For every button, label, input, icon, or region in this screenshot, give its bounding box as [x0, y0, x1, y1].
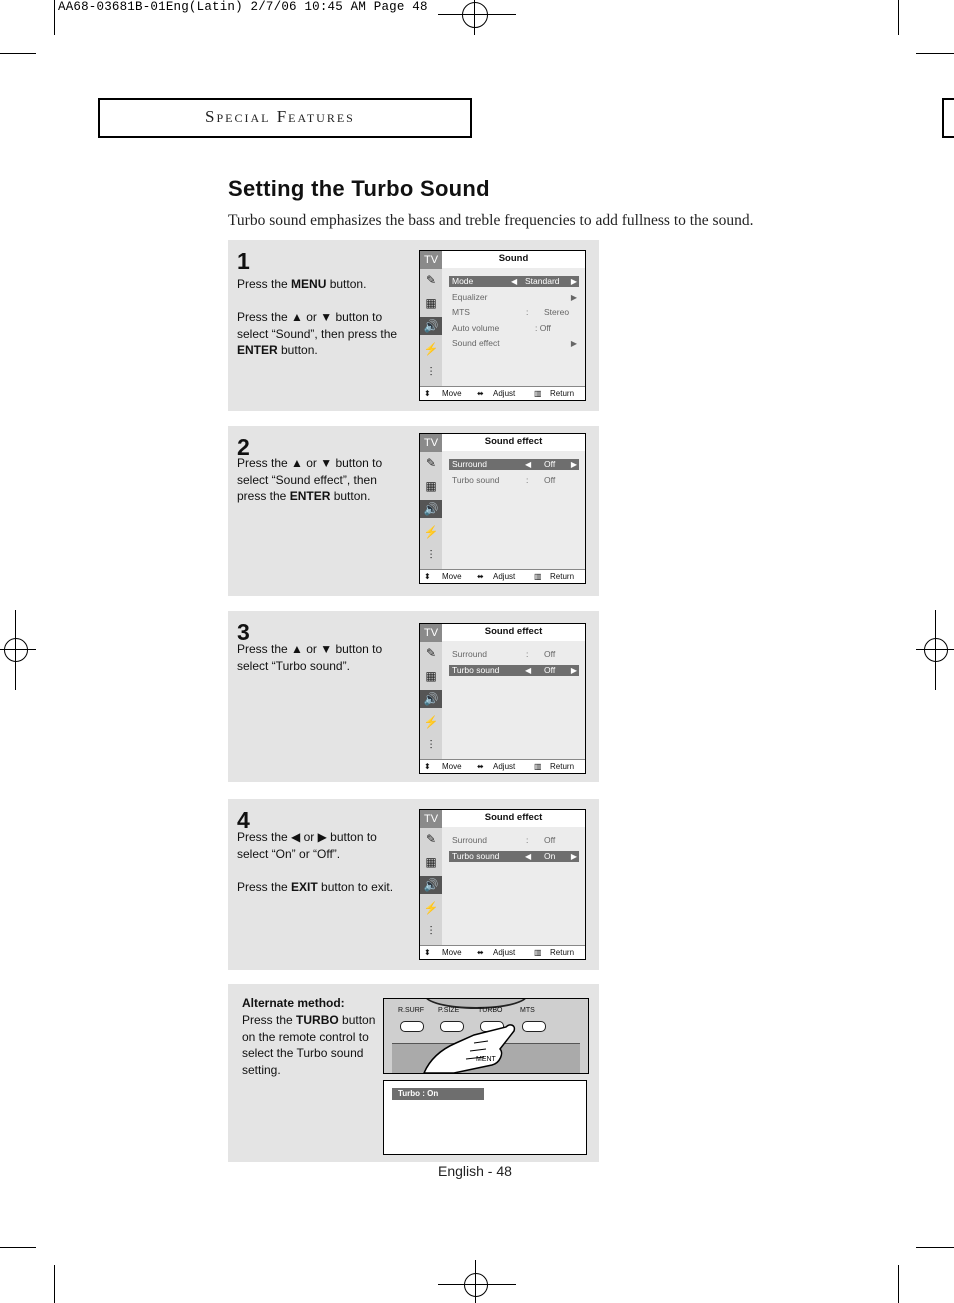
page-number: English - 48	[438, 1163, 512, 1179]
tv-osd-menu	[419, 250, 586, 401]
instruction-text: Press the	[237, 277, 292, 291]
osd-row-label: Turbo sound	[452, 664, 500, 675]
tv-label: TV	[420, 624, 442, 642]
osd-menu-content	[442, 827, 585, 946]
osd-row	[449, 338, 579, 349]
osd-sidebar	[420, 624, 442, 760]
move-label: Move	[442, 948, 462, 957]
osd-row-selected	[449, 276, 579, 287]
osd-menu-content	[442, 268, 585, 387]
crop-mark	[916, 649, 954, 650]
left-arrow-icon: ◀	[525, 665, 532, 675]
channel-icon: ▦	[425, 479, 437, 493]
step-number: 1	[237, 248, 250, 274]
alternate-method-panel	[228, 984, 599, 1162]
button-name: EXIT	[291, 879, 318, 894]
remote-partial-label: MENT	[476, 1056, 496, 1063]
instruction-text: button.	[277, 343, 318, 357]
step-instructions	[237, 641, 407, 674]
right-arrow-icon: ▶	[570, 339, 577, 348]
adjust-label: Adjust	[493, 389, 516, 398]
section-title: Special Features	[205, 107, 355, 126]
crop-mark	[474, 0, 475, 35]
left-arrow-icon: ◀	[511, 277, 518, 286]
tv-label: TV	[420, 434, 442, 452]
instruction-text: button	[338, 1013, 376, 1027]
instruction-line	[237, 658, 407, 675]
osd-menu-title: Sound effect	[484, 626, 543, 637]
instruction-text: setting.	[242, 1062, 281, 1077]
step-number: 3	[237, 619, 250, 645]
step-panel-3	[228, 611, 599, 782]
step-number: 4	[237, 807, 250, 833]
adjust-icon: ⬌	[477, 762, 484, 771]
remote-button-mts[interactable]	[522, 1021, 546, 1032]
sound-icon: 🔊	[420, 317, 442, 335]
picture-icon: ✎	[425, 273, 437, 287]
move-label: Move	[442, 389, 462, 398]
osd-footer	[420, 945, 585, 959]
osd-menu-content	[442, 641, 585, 760]
osd-row-value: Off	[544, 474, 556, 485]
crop-mark	[0, 1247, 36, 1248]
hand-pointer-icon	[414, 1013, 524, 1073]
tv-label: TV	[420, 251, 442, 269]
alternate-heading: Alternate method:	[242, 996, 345, 1010]
tv-screen-turbo-status	[383, 1080, 587, 1155]
instruction-text: select “Sound”, then press the	[237, 326, 398, 341]
instruction-text: button.	[326, 277, 367, 291]
instruction-text: button to exit.	[317, 879, 394, 894]
osd-sidebar	[420, 810, 442, 946]
osd-row-selected	[449, 459, 579, 470]
remote-button-label: TURBO	[478, 1007, 503, 1014]
return-label: Return	[550, 389, 575, 398]
osd-row-separator: :	[526, 474, 529, 485]
picture-icon: ✎	[425, 646, 437, 660]
setup-icon: ⚡	[423, 715, 439, 729]
remote-button-label: P.SIZE	[438, 1007, 460, 1014]
left-arrow-icon: ◀	[525, 851, 532, 861]
function-icon: ⫶	[429, 548, 433, 562]
crop-mark	[898, 1265, 899, 1303]
step-panel-1	[228, 240, 599, 411]
adjust-label: Adjust	[493, 948, 516, 957]
osd-row	[449, 475, 579, 486]
osd-row-label: Equalizer	[452, 291, 488, 302]
move-label: Move	[442, 572, 462, 581]
instruction-line	[237, 829, 407, 846]
osd-row-separator: :	[526, 835, 529, 845]
return-icon: ▥	[534, 389, 542, 398]
right-arrow-icon: ▶	[570, 665, 577, 675]
osd-row	[449, 323, 579, 334]
button-name: MENU	[291, 277, 327, 291]
instruction-text: press the	[237, 489, 290, 503]
print-slug: AA68-03681B-01Eng(Latin) 2/7/06 10:45 AM Page 48	[58, 0, 428, 14]
instruction-line	[237, 472, 407, 489]
page-tab	[942, 98, 954, 138]
osd-row-label: MTS	[452, 307, 470, 317]
osd-row	[449, 307, 579, 318]
remote-button-label: MTS	[520, 1007, 535, 1014]
osd-menu-content	[442, 451, 585, 570]
setup-icon: ⚡	[423, 342, 439, 356]
right-arrow-icon: ▶	[570, 460, 577, 469]
move-icon: ⬍	[424, 762, 431, 771]
step-instructions	[237, 829, 407, 895]
sound-icon: 🔊	[420, 690, 442, 708]
osd-row-value: Off	[544, 459, 556, 469]
instruction-text: button.	[330, 489, 371, 503]
intro-text: Turbo sound emphasizes the bass and treble frequencies to add fullness to the sound.	[228, 212, 754, 229]
osd-row-value: Off	[544, 649, 556, 659]
instruction-text: select “Sound effect”, then	[237, 472, 377, 487]
instruction-line	[242, 1045, 375, 1062]
crop-mark	[475, 1260, 476, 1303]
adjust-icon: ⬌	[477, 572, 484, 581]
adjust-label: Adjust	[493, 762, 516, 771]
instruction-line	[237, 488, 407, 505]
step-number: 2	[237, 434, 250, 460]
osd-row-selected	[449, 851, 579, 862]
instruction-text: select “Turbo sound”.	[237, 658, 350, 673]
turbo-status-bar: Turbo : On	[392, 1088, 484, 1100]
osd-row-value: Off	[544, 664, 556, 675]
return-label: Return	[550, 762, 575, 771]
registration-mark	[462, 2, 488, 28]
osd-row	[449, 292, 579, 303]
tv-osd-menu	[419, 623, 586, 774]
osd-row	[449, 835, 579, 846]
osd-row-label: Turbo sound	[452, 850, 500, 861]
instruction-text: Press the ▲ or ▼ button to	[237, 310, 383, 324]
osd-footer	[420, 386, 585, 400]
right-arrow-icon: ▶	[570, 277, 577, 286]
osd-row-selected	[449, 665, 579, 676]
picture-icon: ✎	[425, 456, 437, 470]
instruction-line	[242, 1062, 375, 1079]
osd-footer	[420, 569, 585, 583]
sound-icon: 🔊	[420, 500, 442, 518]
move-icon: ⬍	[424, 948, 431, 957]
registration-mark	[464, 1273, 488, 1297]
move-label: Move	[442, 762, 462, 771]
osd-row-separator: :	[526, 307, 529, 317]
osd-footer	[420, 759, 585, 773]
adjust-icon: ⬌	[477, 948, 484, 957]
return-icon: ▥	[534, 762, 542, 771]
crop-mark	[935, 610, 936, 690]
instruction-line	[242, 1012, 375, 1029]
crop-mark	[438, 14, 516, 15]
crop-mark	[438, 1284, 516, 1285]
osd-row-value: : Off	[535, 322, 551, 333]
osd-row-label: Surround	[452, 649, 487, 659]
channel-icon: ▦	[425, 855, 437, 869]
return-icon: ▥	[534, 572, 542, 581]
step-instructions	[237, 276, 407, 359]
instruction-line	[242, 1029, 375, 1046]
tv-osd-menu	[419, 809, 586, 960]
button-name: ENTER	[289, 489, 331, 503]
tv-osd-menu	[419, 433, 586, 584]
crop-mark	[916, 1247, 954, 1248]
function-icon: ⫶	[429, 738, 433, 752]
osd-row-label: Mode	[452, 276, 474, 286]
instruction-line	[237, 846, 407, 863]
crop-mark	[0, 53, 36, 54]
remote-control-illustration	[383, 998, 589, 1074]
instruction-text: Press the	[242, 1013, 297, 1027]
channel-icon: ▦	[425, 296, 437, 310]
osd-menu-title: Sound effect	[484, 812, 543, 823]
osd-row-label: Surround	[452, 835, 487, 845]
remote-button-label: R.SURF	[398, 1007, 425, 1014]
instruction-line	[237, 326, 407, 343]
instruction-line	[237, 342, 407, 359]
instruction-text: on the remote control to	[242, 1029, 369, 1044]
registration-mark	[4, 638, 28, 662]
button-name: ENTER	[237, 343, 278, 357]
step-panel-2	[228, 426, 599, 596]
osd-row-value: Stereo	[544, 307, 570, 317]
right-arrow-icon: ▶	[570, 292, 577, 302]
registration-mark	[924, 638, 948, 662]
instruction-line	[237, 309, 407, 326]
function-icon: ⫶	[429, 924, 433, 938]
osd-row-label: Turbo sound	[452, 474, 500, 485]
osd-row-label: Sound effect	[452, 338, 500, 348]
osd-row-label: Surround	[452, 459, 487, 469]
instruction-text: select the Turbo sound	[242, 1046, 364, 1060]
crop-mark	[15, 610, 16, 690]
instruction-line	[237, 862, 407, 879]
return-icon: ▥	[534, 948, 542, 957]
osd-row	[449, 649, 579, 660]
move-icon: ⬍	[424, 572, 431, 581]
instruction-line	[237, 293, 407, 310]
instruction-line	[237, 276, 407, 293]
alternate-text	[242, 1012, 375, 1078]
osd-row-label: Auto volume	[452, 322, 500, 333]
crop-mark	[54, 0, 55, 35]
crop-mark	[916, 53, 954, 54]
sound-icon: 🔊	[420, 876, 442, 894]
instruction-text: Press the ◀ or ▶ button to	[237, 830, 377, 844]
tv-label: TV	[420, 810, 442, 828]
crop-mark	[898, 0, 899, 35]
section-header-box	[98, 98, 472, 138]
instruction-text: Press the ▲ or ▼ button to	[237, 456, 383, 470]
osd-row-value: Off	[544, 835, 556, 845]
instruction-line	[237, 879, 407, 896]
step-instructions	[237, 455, 407, 505]
instruction-line	[237, 641, 407, 658]
left-arrow-icon: ◀	[525, 460, 532, 469]
right-arrow-icon: ▶	[570, 851, 577, 861]
instruction-text: Press the	[237, 879, 292, 894]
osd-row-value: Standard	[525, 276, 560, 286]
osd-sidebar	[420, 251, 442, 387]
osd-sidebar	[420, 434, 442, 570]
picture-icon: ✎	[425, 832, 437, 846]
crop-mark	[54, 1265, 55, 1303]
osd-row-value: On	[544, 850, 556, 861]
instruction-text: select “On” or “Off”.	[237, 846, 341, 861]
channel-icon: ▦	[425, 669, 437, 683]
adjust-label: Adjust	[493, 572, 516, 581]
return-label: Return	[550, 572, 575, 581]
page-title: Setting the Turbo Sound	[228, 176, 490, 201]
button-name: TURBO	[296, 1013, 339, 1027]
osd-row-separator: :	[526, 649, 529, 659]
function-icon: ⫶	[429, 365, 433, 379]
move-icon: ⬍	[424, 389, 431, 398]
adjust-icon: ⬌	[477, 389, 484, 398]
instruction-line	[237, 455, 407, 472]
osd-menu-title: Sound effect	[484, 436, 543, 447]
return-label: Return	[550, 948, 575, 957]
setup-icon: ⚡	[423, 525, 439, 539]
osd-menu-title: Sound	[498, 253, 529, 264]
crop-mark	[0, 649, 36, 650]
instruction-text: Press the ▲ or ▼ button to	[237, 642, 383, 656]
step-panel-4	[228, 799, 599, 970]
setup-icon: ⚡	[423, 901, 439, 915]
